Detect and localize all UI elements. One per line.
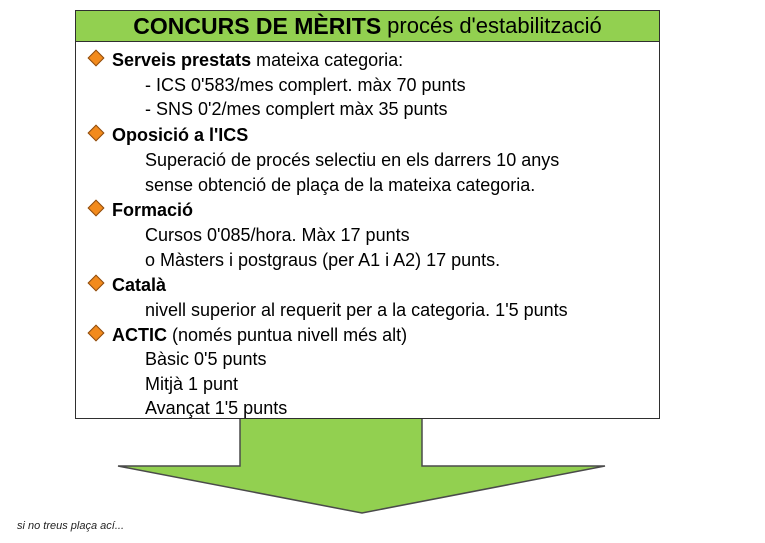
section-line: sense obtenció de plaça de la mateixa categoria. bbox=[145, 175, 536, 195]
section-serveis bbox=[90, 49, 403, 71]
footnote: si no treus plaça ací... bbox=[17, 520, 124, 532]
section-line: Avançat 1'5 punts bbox=[145, 398, 288, 418]
section-heading-suffix: (només puntua nivell més alt) bbox=[167, 325, 408, 345]
merits-list bbox=[75, 42, 660, 419]
section-line: Mitjà 1 punt bbox=[145, 374, 239, 394]
section-oposicio bbox=[90, 124, 248, 146]
section-catala bbox=[90, 274, 166, 296]
section-heading-suffix: mateixa categoria: bbox=[251, 50, 404, 70]
section-line: Superació de procés selectiu en els darrers 10 anys bbox=[145, 150, 560, 170]
orange-diamond-icon bbox=[88, 275, 105, 292]
section-line: nivell superior al requerit per a la categoria. 1'5 punts bbox=[145, 300, 568, 320]
section-heading: Formació bbox=[112, 200, 194, 220]
section-formacio bbox=[90, 199, 193, 221]
section-line: o Màsters i postgraus (per A1 i A2) 17 punts. bbox=[145, 250, 501, 270]
section-actic bbox=[90, 324, 407, 346]
section-heading: Català bbox=[112, 275, 167, 295]
orange-diamond-icon bbox=[88, 125, 105, 142]
section-line: - ICS 0'583/mes complert. màx 70 punts bbox=[145, 75, 466, 95]
orange-diamond-icon bbox=[88, 200, 105, 217]
section-line: Bàsic 0'5 punts bbox=[145, 349, 267, 369]
section-line: - SNS 0'2/mes complert màx 35 punts bbox=[145, 99, 448, 119]
section-heading: Serveis prestats bbox=[112, 50, 252, 70]
section-heading: ACTIC bbox=[112, 325, 167, 345]
orange-diamond-icon bbox=[88, 50, 105, 67]
orange-diamond-icon bbox=[88, 325, 105, 342]
section-line: Cursos 0'085/hora. Màx 17 punts bbox=[145, 225, 410, 245]
title-subtitle: procés d'estabilització bbox=[387, 13, 602, 38]
section-heading: Oposició a l'ICS bbox=[112, 125, 249, 145]
title-main: CONCURS DE MÈRITS bbox=[133, 12, 382, 39]
